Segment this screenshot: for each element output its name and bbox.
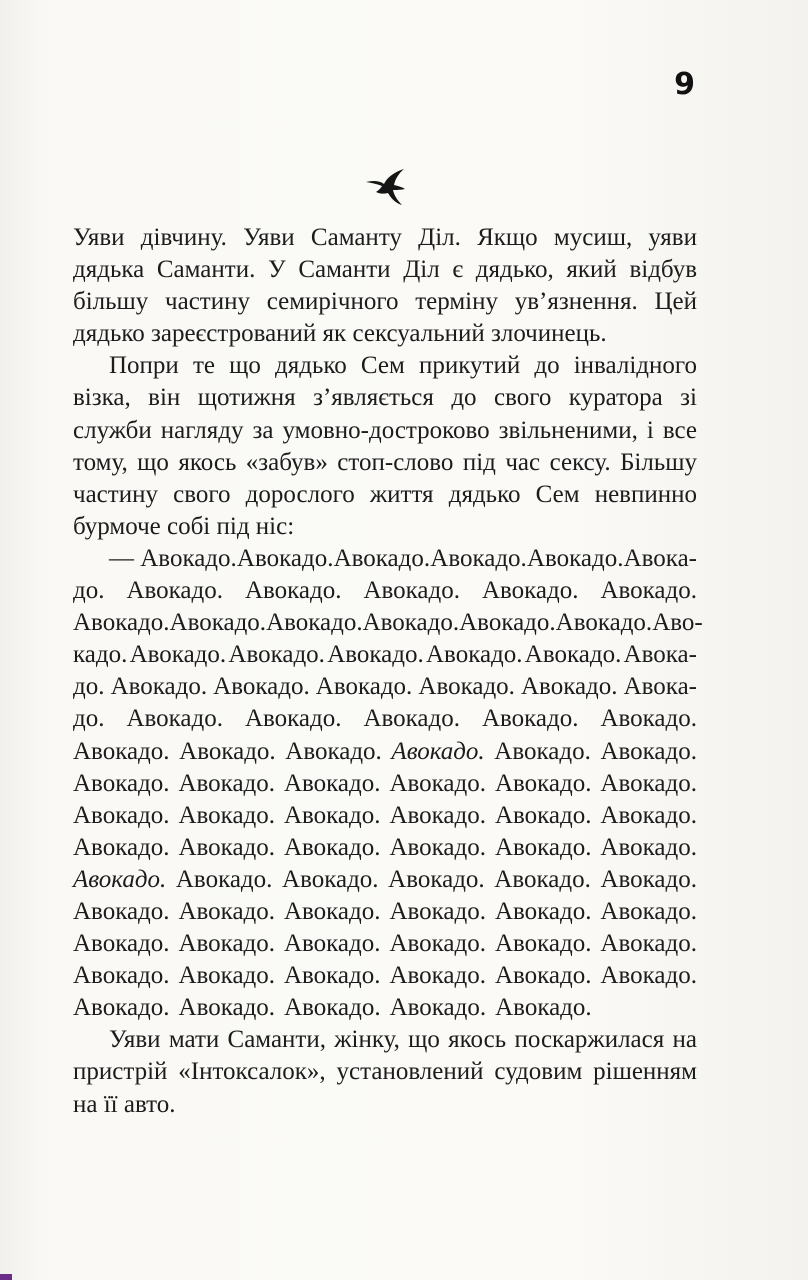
avocado-line — [73, 832, 697, 864]
paragraph-4: Уяви мати Саманти, жінку, що якось поскаржилася на пристрій «Інтоксалок», установлений судовим рішенням на її авто. — [73, 1026, 697, 1118]
avocado-word: Авокадо. — [178, 769, 276, 797]
avocado-word: Авокадо. — [283, 930, 381, 958]
avocado-word: Авокадо. — [283, 769, 381, 797]
avocado-word: Авокадо. — [494, 962, 592, 990]
avocado-word: Авокадо. — [494, 801, 592, 829]
avocado-word: Авокадо. — [555, 609, 653, 637]
avocado-word: Авокадо. — [600, 705, 697, 733]
avocado-word: Авокадо. — [178, 833, 276, 861]
avocado-word: Авокадо. — [495, 994, 592, 1022]
avocado-word: Авокадо. — [521, 673, 618, 701]
avocado-word: Авокадо. — [524, 641, 622, 669]
avocado-word: Авокадо. — [178, 801, 276, 829]
avocado-line — [73, 575, 697, 607]
avocado-word: Авока- — [623, 544, 697, 572]
bird-icon — [364, 168, 412, 212]
avocado-word: Авокадо. — [389, 930, 486, 958]
avocado-word: Авокадо. — [389, 962, 486, 990]
avocado-word: Авокадо. — [110, 673, 208, 701]
avocado-word: Авокадо. — [178, 897, 276, 925]
avocado-paragraph — [73, 543, 703, 1024]
avocado-word: Авокадо. — [126, 705, 223, 733]
avocado-word: Авокадо. — [169, 609, 267, 637]
avocado-word: Авокадо. — [388, 865, 485, 893]
avocado-word: Авокадо. — [430, 544, 527, 572]
avocado-word: Авокадо. — [244, 577, 342, 605]
avocado-word: Авокадо. — [494, 930, 592, 958]
avocado-word: Авокадо. — [418, 673, 515, 701]
avocado-word: Авокадо. — [73, 897, 170, 925]
avocado-line — [73, 671, 697, 703]
avocado-line — [73, 703, 697, 735]
avocado-word: Авокадо. — [283, 833, 381, 861]
avocado-word: Авокадо. — [600, 737, 697, 765]
avocado-word: Авокадо. — [459, 609, 556, 637]
avocado-word: до. — [73, 673, 105, 701]
avocado-word: Авокадо. — [389, 801, 486, 829]
avocado-word: Авокадо. — [600, 865, 697, 893]
avocado-word: Авокадо. — [389, 994, 487, 1022]
avocado-word: Авокадо. — [494, 897, 592, 925]
avocado-word: Авокадо. — [426, 641, 523, 669]
avocado-word: Авокадо. — [389, 769, 486, 797]
avocado-word: Авокадо. — [244, 705, 342, 733]
avocado-word: Авокадо. — [494, 769, 592, 797]
avocado-word: Аво- — [652, 609, 703, 637]
avocado-word: Авокадо. — [284, 994, 381, 1022]
avocado-word: Авокадо. — [282, 865, 379, 893]
avocado-word: Авокадо. — [73, 930, 170, 958]
avocado-word: Авокадо. — [333, 544, 431, 572]
avocado-word: Авока- — [623, 641, 697, 669]
avocado-line — [73, 736, 697, 768]
avocado-word: Авокадо. — [600, 962, 697, 990]
avocado-word: Авокадо. — [363, 577, 460, 605]
avocado-word: Авокадо. — [481, 705, 579, 733]
avocado-word: Авокадо. — [494, 833, 592, 861]
avocado-word: Авокадо. — [600, 930, 697, 958]
avocado-word: Авокадо. — [179, 737, 276, 765]
avocado-line — [73, 768, 697, 800]
avocado-word: Авокадо. — [73, 865, 167, 893]
avocado-word: Авокадо. — [283, 897, 381, 925]
avocado-word: Авокадо. — [73, 801, 170, 829]
avocado-word: Авокадо. — [73, 769, 170, 797]
avocado-word: Авокадо. — [363, 705, 460, 733]
avocado-line — [73, 896, 697, 928]
avocado-word: кадо. — [73, 641, 128, 669]
avocado-word: Авокадо. — [129, 641, 227, 669]
avocado-word: Авокадо. — [481, 577, 579, 605]
avocado-word: Авокадо. — [73, 609, 170, 637]
avocado-word: Авокадо. — [389, 833, 486, 861]
paragraph-2: Попри те що дядько Сем прикутий до інвалідного візка, він щотижня з’являється до свого куратора зі служби нагляду за умовно-достроково звільненими, і все тому, що якось «забув» стоп-слово під час сексу. Більшу частину свого дорослого життя дядько Сем невпинно бурмоче собі під ніс: — [73, 352, 697, 540]
avocado-word: до. — [73, 577, 105, 605]
avocado-word: Авокадо. — [126, 577, 223, 605]
avocado-word: Авокадо. — [285, 737, 382, 765]
avocado-word: Авокадо. — [236, 544, 334, 572]
avocado-line — [73, 543, 697, 575]
paragraph-1: Уяви дівчину. Уяви Саманту Діл. Якщо мусиш, уяви дядька Саманти. У Саманти Діл є дядько, який відбув більшу частину семирічного терміну ув’язнення. Цей дядько зареєстрований як сексуальний злочинець. — [73, 224, 697, 348]
avocado-word: Авокадо. — [494, 865, 591, 893]
avocado-line — [73, 800, 697, 832]
avocado-word: Авокадо. — [178, 962, 276, 990]
avocado-word: Авокадо. — [391, 737, 485, 765]
avocado-word: Авокадо. — [213, 673, 310, 701]
avocado-line — [73, 639, 697, 671]
avocado-word: Авокадо. — [283, 962, 381, 990]
page-edge-mark — [0, 1274, 12, 1280]
avocado-line — [73, 607, 703, 639]
avocado-word: Авокадо. — [600, 833, 697, 861]
body-text — [73, 222, 703, 1121]
avocado-word: Авокадо. — [600, 801, 697, 829]
avocado-word: Авокадо. — [526, 544, 624, 572]
avocado-word: Авокадо. — [494, 737, 591, 765]
avocado-word: Авока- — [623, 673, 697, 701]
avocado-word: до. — [73, 705, 105, 733]
avocado-line — [73, 864, 697, 896]
avocado-word: Авокадо. — [389, 897, 486, 925]
avocado-word: Авокадо. — [175, 865, 273, 893]
avocado-word: Авокадо. — [266, 609, 363, 637]
avocado-line — [73, 960, 697, 992]
avocado-word: Авокадо. — [600, 577, 697, 605]
avocado-word: — Авокадо. — [109, 544, 237, 572]
page-number: 9 — [674, 67, 695, 102]
avocado-word: Авокадо. — [228, 641, 325, 669]
avocado-line — [73, 928, 697, 960]
avocado-word: Авокадо. — [73, 994, 170, 1022]
avocado-word: Авокадо. — [73, 962, 170, 990]
avocado-word: Авокадо. — [73, 833, 170, 861]
avocado-line — [73, 992, 697, 1024]
avocado-word: Авокадо. — [178, 994, 276, 1022]
avocado-word: Авокадо. — [362, 609, 460, 637]
avocado-word: Авокадо. — [600, 897, 697, 925]
avocado-word: Авокадо. — [600, 769, 697, 797]
avocado-word: Авокадо. — [315, 673, 413, 701]
avocado-word: Авокадо. — [327, 641, 424, 669]
avocado-word: Авокадо. — [178, 930, 276, 958]
avocado-word: Авокадо. — [73, 737, 170, 765]
avocado-word: Авокадо. — [283, 801, 381, 829]
